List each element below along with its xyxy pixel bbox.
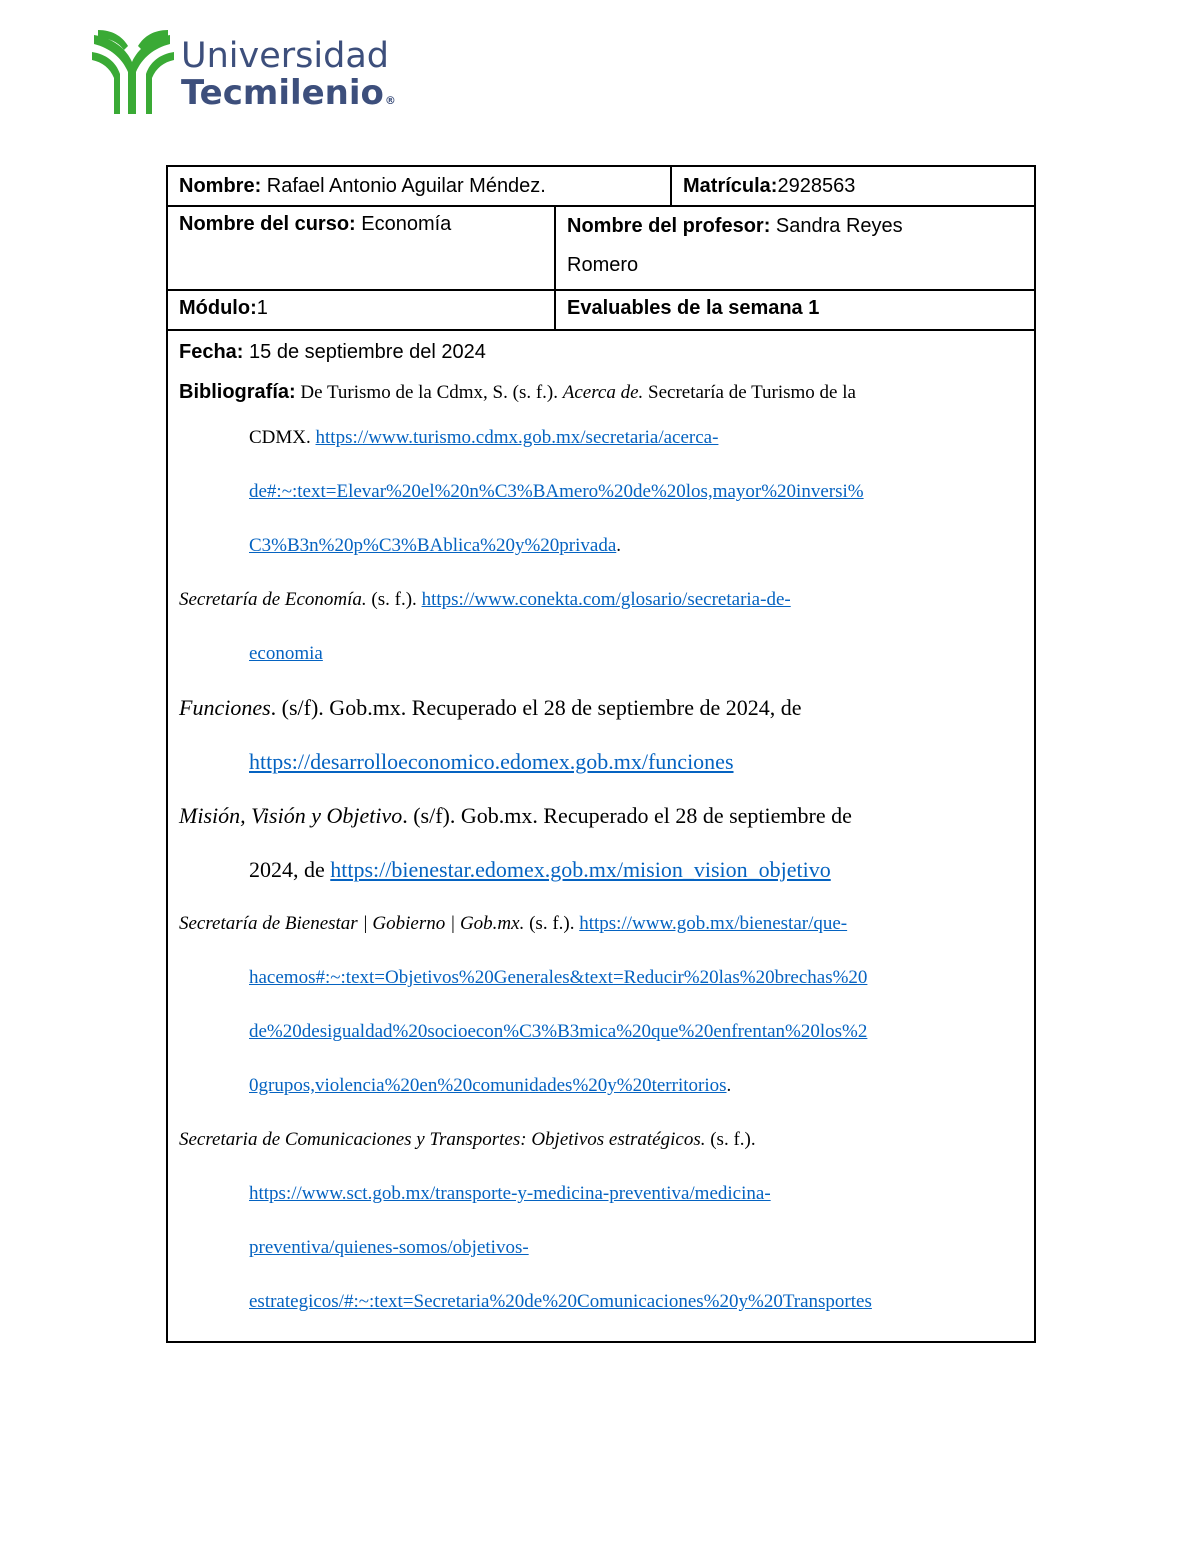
modulo-label: Módulo: — [179, 297, 257, 319]
link-conekta[interactable]: https://www.conekta.com/glosario/secretaria-de- — [421, 589, 791, 610]
link-turismo-cont2[interactable]: C3%B3n%20p%C3%BAblica%20y%20privada — [249, 535, 617, 556]
student-info-table — [166, 165, 1036, 1343]
evaluables-label: Evaluables de la semana 1 — [567, 297, 820, 319]
fecha-line — [179, 335, 1024, 373]
link-gob-bienestar-cont1[interactable]: hacemos#:~:text=Objetivos%20Generales&text=Reducir%20las%20brechas%20 — [249, 967, 868, 988]
link-turismo-cont1[interactable]: de#:~:text=Elevar%20el%20n%C3%BAmero%20de%20los,mayor%20inversi% — [249, 481, 864, 502]
fecha-value: 15 de septiembre del 2024 — [243, 341, 486, 363]
bib-entry-bienestar: Secretaría de Bienestar | Gobierno | Gob.mx. (s. f.). https://www.gob.mx/bienestar/que- hacemos#:~:text=Objetivos%20Generales&text=Reducir%20las%20brechas%20 de%20desigualdad%20socioecon%C3%B3mica%20que%20enfrentan%20los%2 0grupos,violencia%20en%20comunidades%20y%20territorios. — [179, 913, 868, 1096]
row-fecha-bibliografia — [167, 330, 1035, 1342]
cell-nombre — [167, 166, 671, 206]
link-desarrollo-economico[interactable]: https://desarrolloeconomico.edomex.gob.mx/funciones — [249, 749, 734, 774]
cell-curso — [167, 206, 555, 290]
logo-text-universidad: Universidad — [181, 36, 390, 76]
matricula-label: Matrícula: — [683, 175, 778, 197]
cell-modulo — [167, 290, 555, 330]
nombre-label: Nombre: — [179, 175, 262, 197]
bib-entry-mision: Misión, Visión y Objetivo. (s/f). Gob.mx. Recuperado el 28 de septiembre de 2024, de https://bienestar.edomex.gob.mx/mision_vision_objetivo — [179, 803, 852, 882]
row-nombre — [167, 166, 1035, 206]
curso-label: Nombre del curso: — [179, 213, 356, 235]
row-modulo — [167, 290, 1035, 330]
modulo-value: 1 — [256, 297, 268, 319]
bib-entry-turismo: Bibliografía: De Turismo de la Cdmx, S. (s. f.). Acerca de. Secretaría de Turismo de la CDMX. https://www.turismo.cdmx.gob.mx/secretaria/acerca- de#:~:text=Elevar%20el%20n%C3%BAmero%20de%20los,mayor%20inversi% C3%B3n%20p%C3%BAblica%20y%20privada. — [179, 381, 864, 556]
bib-entry-sct: Secretaria de Comunicaciones y Transportes: Objetivos estratégicos. (s. f.). https://www.sct.gob.mx/transporte-y-medicina-preventiva/medicina- preventiva/quienes-somos/objetivos- estrategicos/#:~:text=Secretaria%20de%20Comunicaciones%20y%20Transportes — [179, 1129, 872, 1312]
agave-logo-icon — [92, 28, 174, 114]
cell-bibliografia — [167, 330, 1035, 1342]
link-sct[interactable]: https://www.sct.gob.mx/transporte-y-medicina-preventiva/medicina- — [249, 1183, 771, 1204]
registered-mark: ® — [384, 94, 396, 107]
link-sct-cont2[interactable]: estrategicos/#:~:text=Secretaria%20de%20Comunicaciones%20y%20Transportes — [249, 1291, 872, 1312]
nombre-value: Rafael Antonio Aguilar Méndez. — [261, 175, 546, 197]
cell-profesor — [555, 206, 1035, 290]
matricula-value: 2928563 — [777, 175, 856, 197]
bib-entry-funciones: Funciones. (s/f). Gob.mx. Recuperado el 28 de septiembre de 2024, de https://desarrolloeconomico.edomex.gob.mx/funciones — [179, 695, 802, 774]
row-curso — [167, 206, 1035, 290]
profesor-label: Nombre del profesor: — [567, 215, 771, 237]
bib-entry-economia: Secretaría de Economía. (s. f.). https://www.conekta.com/glosario/secretaria-de- economia — [179, 589, 791, 664]
link-bienestar-edomex[interactable]: https://bienestar.edomex.gob.mx/mision_vision_objetivo — [330, 857, 831, 882]
cell-evaluables — [555, 290, 1035, 330]
logo-text-tecmilenio: Tecmilenio® — [181, 73, 396, 113]
fecha-label: Fecha: — [179, 341, 244, 363]
profesor-value: Sandra Reyes — [770, 215, 903, 237]
link-turismo[interactable]: https://www.turismo.cdmx.gob.mx/secretaria/acerca- — [315, 427, 719, 448]
link-gob-bienestar-cont2[interactable]: de%20desigualdad%20socioecon%C3%B3mica%20que%20enfrentan%20los%2 — [249, 1021, 868, 1042]
link-sct-cont1[interactable]: preventiva/quienes-somos/objetivos- — [249, 1237, 529, 1258]
link-gob-bienestar-cont3[interactable]: 0grupos,violencia%20en%20comunidades%20y%20territorios — [249, 1075, 727, 1096]
profesor-value-line2: Romero — [567, 254, 639, 276]
bibliografia-label: Bibliografía: — [179, 381, 296, 403]
cell-matricula — [671, 166, 1035, 206]
link-gob-bienestar[interactable]: https://www.gob.mx/bienestar/que- — [579, 913, 848, 934]
curso-value: Economía — [355, 213, 452, 235]
link-conekta-cont[interactable]: economia — [249, 643, 323, 664]
university-logo — [92, 28, 402, 120]
